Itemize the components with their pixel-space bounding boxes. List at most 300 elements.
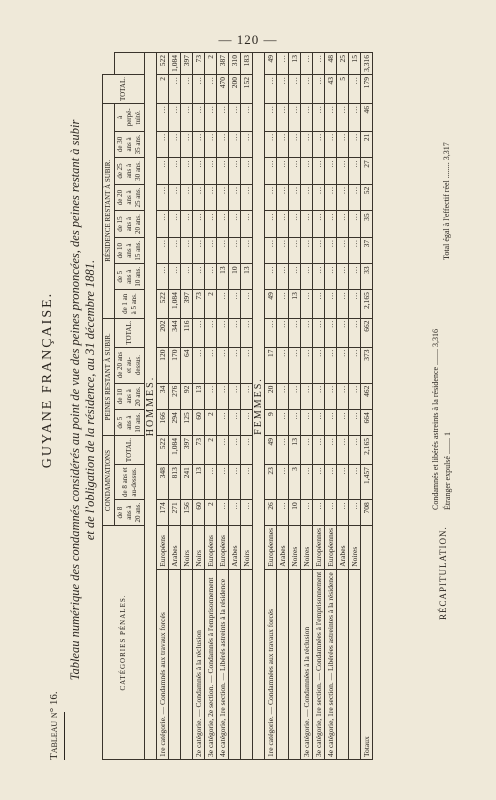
table-row (205, 53, 217, 760)
header-condamnations: CONDAMNATIONS (103, 436, 115, 526)
table-cell: … (169, 104, 181, 132)
table-cell: … (205, 237, 217, 264)
column-subheader: TOTAL. (115, 318, 145, 347)
table-cell: … (337, 465, 349, 500)
table-cell: … (205, 104, 217, 132)
table-cell: 34 (157, 383, 169, 410)
table-cell: … (289, 383, 301, 410)
table-cell: … (277, 211, 289, 238)
row-subcategory: Noires (301, 526, 313, 570)
table-cell: 348 (157, 465, 169, 500)
table-cell: … (301, 75, 313, 104)
totals-cell: 462 (361, 383, 373, 410)
table-cell: … (301, 290, 313, 318)
recap-item: Étranger expulsé ........ 1 (443, 432, 452, 510)
table-cell: … (337, 318, 349, 347)
table-cell: … (349, 410, 361, 436)
table-cell: … (301, 500, 313, 526)
table-cell: … (349, 75, 361, 104)
table-cell: … (241, 290, 253, 318)
table-cell: 174 (157, 500, 169, 526)
table-cell: 17 (265, 347, 277, 383)
row-subcategory: Noires (289, 526, 301, 570)
table-cell: … (229, 290, 241, 318)
table-cell: … (205, 211, 217, 238)
row-category (277, 569, 289, 759)
table-cell: 26 (265, 500, 277, 526)
table-cell: … (349, 237, 361, 264)
row-category (169, 569, 181, 759)
row-category: 4e catégorie, 1re section. — Libérés astreints à la résidence (217, 569, 229, 759)
table-cell: 170 (169, 347, 181, 383)
table-cell: … (289, 347, 301, 383)
table-cell: … (337, 211, 349, 238)
recap-label: RÉCAPITULATION. (438, 526, 448, 620)
table-cell: 202 (157, 318, 169, 347)
table-cell: … (241, 410, 253, 436)
table-cell: … (193, 318, 205, 347)
table-cell: … (157, 211, 169, 238)
table-cell: … (217, 211, 229, 238)
table-cell: … (313, 318, 325, 347)
table-cell: … (325, 104, 337, 132)
table-cell: … (325, 410, 337, 436)
subtitle-line-2: et de l'obligation de la résidence, au 31 décembre 1881. (83, 259, 97, 541)
table-cell: … (229, 465, 241, 500)
table-cell: 13 (193, 383, 205, 410)
table-cell: … (277, 290, 289, 318)
row-category: 4e catégorie, 1re section. — Libérées astreintes à la résidence (325, 569, 337, 759)
table-cell: … (193, 131, 205, 158)
table-cell: 156 (181, 500, 193, 526)
table-cell: … (265, 264, 277, 290)
table-cell: … (349, 318, 361, 347)
table-cell: … (349, 158, 361, 185)
table-cell: 2 (157, 75, 169, 104)
document-subtitle (68, 80, 98, 720)
table-cell: 49 (265, 436, 277, 465)
table-cell: … (229, 211, 241, 238)
table-cell: 387 (217, 53, 229, 75)
table-cell: … (205, 318, 217, 347)
table-cell: 13 (193, 465, 205, 500)
table-cell: … (349, 465, 361, 500)
table-row (301, 53, 313, 760)
table-cell: … (325, 347, 337, 383)
table-cell: … (217, 318, 229, 347)
tableau-label: Tableau n° 16. (48, 691, 60, 760)
table-cell: 125 (181, 410, 193, 436)
table-cell: … (301, 104, 313, 132)
table-cell: … (313, 158, 325, 185)
table-cell: … (313, 104, 325, 132)
totals-cell: 708 (361, 500, 373, 526)
table-cell: … (193, 237, 205, 264)
table-cell: … (157, 104, 169, 132)
table-cell: … (229, 131, 241, 158)
totals-cell: 52 (361, 184, 373, 211)
table-cell: … (217, 290, 229, 318)
table-cell: … (229, 318, 241, 347)
table-cell: … (217, 465, 229, 500)
table-cell: … (205, 184, 217, 211)
table-cell: 120 (157, 347, 169, 383)
table-cell: 13 (289, 290, 301, 318)
row-subcategory: Arabes (337, 526, 349, 570)
table-cell: … (337, 237, 349, 264)
table-cell: … (169, 158, 181, 185)
table-cell: … (277, 264, 289, 290)
table-cell: … (193, 104, 205, 132)
table-cell: 271 (169, 500, 181, 526)
header-peines-restant: PEINES RESTANT À SUBIR. (103, 318, 115, 436)
table-cell: … (265, 75, 277, 104)
table-cell: … (349, 211, 361, 238)
table-cell: … (205, 465, 217, 500)
table-cell: … (313, 184, 325, 211)
table-cell: … (193, 158, 205, 185)
row-subcategory: Noirs (241, 526, 253, 570)
table-cell: … (241, 465, 253, 500)
table-cell: … (313, 75, 325, 104)
row-category (229, 569, 241, 759)
table-cell: … (313, 347, 325, 383)
table-cell: … (181, 131, 193, 158)
table-cell: … (301, 383, 313, 410)
subtitle-line-1: Tableau numérique des condamnés considérés au point de vue des peines prononcées, des peines restant à subir (68, 119, 82, 681)
table-cell: 522 (157, 53, 169, 75)
rotated-sheet (40, 50, 470, 760)
table-cell: … (169, 211, 181, 238)
row-subcategory: Européens (157, 526, 169, 570)
table-cell: … (289, 75, 301, 104)
table-cell: … (193, 264, 205, 290)
table-cell: … (301, 264, 313, 290)
section-heading: FEMMES. (253, 53, 265, 760)
table-cell: 183 (241, 53, 253, 75)
totals-cell: 35 (361, 211, 373, 238)
table-cell: … (325, 264, 337, 290)
table-cell: … (325, 237, 337, 264)
table-cell: 13 (289, 436, 301, 465)
table-cell: 2 (205, 53, 217, 75)
table-cell: … (157, 131, 169, 158)
totals-cell: 179 (361, 75, 373, 104)
totals-cell: 33 (361, 264, 373, 290)
table-cell: 470 (217, 75, 229, 104)
table-cell: … (313, 410, 325, 436)
table-cell: 397 (181, 436, 193, 465)
row-subcategory: Noirs (181, 526, 193, 570)
table-cell: … (205, 383, 217, 410)
column-subheader: de 8 ans à 20 ans. (115, 500, 145, 526)
table-cell: … (337, 436, 349, 465)
table-cell: … (169, 75, 181, 104)
table-cell: … (289, 158, 301, 185)
table-cell: … (277, 237, 289, 264)
row-category (181, 569, 193, 759)
table-row (193, 53, 205, 760)
table-cell: … (337, 131, 349, 158)
table-cell: … (181, 264, 193, 290)
table-cell: … (313, 500, 325, 526)
table-cell: … (229, 500, 241, 526)
recap-item-label: Étranger expulsé (443, 456, 452, 510)
table-cell: 15 (349, 53, 361, 75)
table-cell: 2 (205, 290, 217, 318)
statistics-table (102, 52, 373, 760)
table-cell: 60 (193, 500, 205, 526)
table-cell: … (301, 436, 313, 465)
table-cell: … (241, 237, 253, 264)
table-row (217, 53, 229, 760)
column-subheader: de 20 ans à 25 ans. (115, 184, 145, 211)
column-subheader: de 1 an à 5 ans. (115, 290, 145, 318)
totals-label: Totaux (361, 526, 373, 760)
table-cell: 522 (157, 436, 169, 465)
table-cell: 48 (325, 53, 337, 75)
table-cell: … (277, 436, 289, 465)
table-cell: … (169, 184, 181, 211)
table-cell: 73 (193, 53, 205, 75)
table-cell: 1,084 (169, 290, 181, 318)
row-category: 3e catégorie. — Condamnées à la réclusion (301, 569, 313, 759)
totals-cell: 1,457 (361, 465, 373, 500)
row-category: 3e catégorie, 1re section. — Condamnées à l'emprisonnement (313, 569, 325, 759)
table-cell: … (193, 75, 205, 104)
table-cell: … (313, 383, 325, 410)
row-subcategory: Noirs (193, 526, 205, 570)
row-subcategory: Européens (205, 526, 217, 570)
table-cell: … (337, 158, 349, 185)
table-cell: … (241, 131, 253, 158)
table-cell: … (349, 264, 361, 290)
row-subcategory: Arabes (277, 526, 289, 570)
table-cell: … (241, 383, 253, 410)
table-cell: … (349, 290, 361, 318)
table-cell: … (229, 158, 241, 185)
table-cell: 276 (169, 383, 181, 410)
table-cell: … (181, 211, 193, 238)
table-cell: … (277, 131, 289, 158)
column-subheader: de 10 ans à 15 ans. (115, 237, 145, 264)
recap-total-label: Total égal à l'effectif réel (442, 180, 451, 260)
table-row (349, 53, 361, 760)
table-cell: … (301, 158, 313, 185)
table-cell: 10 (229, 264, 241, 290)
table-cell: … (217, 410, 229, 436)
table-cell: 92 (181, 383, 193, 410)
table-cell: 813 (169, 465, 181, 500)
table-cell: … (229, 383, 241, 410)
table-cell: … (217, 158, 229, 185)
table-cell: 73 (193, 290, 205, 318)
table-cell: … (217, 500, 229, 526)
totals-cell: 3,316 (361, 53, 373, 75)
table-cell: … (205, 75, 217, 104)
table-cell: … (349, 347, 361, 383)
table-cell: … (313, 290, 325, 318)
table-cell: 397 (181, 290, 193, 318)
table-cell: … (181, 158, 193, 185)
table-cell: … (265, 131, 277, 158)
table-cell: … (217, 237, 229, 264)
table-cell: … (265, 211, 277, 238)
table-cell: … (301, 347, 313, 383)
section-row (253, 53, 265, 760)
section-row (145, 53, 157, 760)
table-cell: … (325, 318, 337, 347)
totals-cell: 46 (361, 104, 373, 132)
table-cell: 116 (181, 318, 193, 347)
table-cell: … (193, 184, 205, 211)
column-subheader: de 30 ans à 35 ans. (115, 131, 145, 158)
row-subcategory: Arabes (169, 526, 181, 570)
table-cell: 9 (265, 410, 277, 436)
row-subcategory: Arabes (229, 526, 241, 570)
table-cell: … (277, 465, 289, 500)
row-subcategory: Européennes (313, 526, 325, 570)
table-cell: … (157, 264, 169, 290)
table-cell: … (325, 500, 337, 526)
column-subheader: de 15 ans à 20 ans. (115, 211, 145, 238)
table-cell: … (241, 500, 253, 526)
table-row (157, 53, 169, 760)
row-category: 2e catégorie. — Condamnés à la réclusion (193, 569, 205, 759)
table-cell: … (349, 131, 361, 158)
table-cell: … (205, 131, 217, 158)
table-cell: … (313, 131, 325, 158)
table-cell: 73 (193, 436, 205, 465)
table-cell: … (301, 211, 313, 238)
table-cell: … (337, 264, 349, 290)
table-cell: … (193, 211, 205, 238)
table-row (289, 53, 301, 760)
column-subheader: TOTAL. (115, 436, 145, 465)
table-cell: … (169, 237, 181, 264)
table-cell: 13 (241, 264, 253, 290)
table-cell: … (301, 184, 313, 211)
table-cell: 20 (265, 383, 277, 410)
table-cell: … (157, 237, 169, 264)
table-cell: … (289, 237, 301, 264)
table-cell: … (301, 237, 313, 264)
table-cell: … (217, 347, 229, 383)
table-cell: … (181, 75, 193, 104)
table-cell: … (289, 264, 301, 290)
header-total: TOTAL. (103, 75, 145, 104)
row-subcategory: Européennes (325, 526, 337, 570)
table-cell: 166 (157, 410, 169, 436)
table-cell: 43 (325, 75, 337, 104)
table-cell: … (325, 465, 337, 500)
table-cell: … (229, 237, 241, 264)
table-cell: 200 (229, 75, 241, 104)
table-cell: … (289, 131, 301, 158)
table-cell: … (313, 436, 325, 465)
table-cell: … (265, 104, 277, 132)
table-cell: … (217, 131, 229, 158)
table-cell: … (265, 184, 277, 211)
table-cell: … (349, 500, 361, 526)
table-cell: … (241, 104, 253, 132)
table-cell: 2 (205, 436, 217, 465)
table-cell: … (325, 436, 337, 465)
column-subheader: de 25 ans à 30 ans. (115, 158, 145, 185)
table-cell: … (325, 184, 337, 211)
column-subheader: à perpé-tuité. (115, 104, 145, 132)
column-subheader: de 5 ans à 10 ans. (115, 410, 145, 436)
table-cell: 1,084 (169, 53, 181, 75)
table-cell: … (229, 436, 241, 465)
table-cell: … (337, 184, 349, 211)
table-cell: … (289, 104, 301, 132)
table-cell: … (217, 436, 229, 465)
totals-cell: 37 (361, 237, 373, 264)
table-cell: 10 (289, 500, 301, 526)
row-category (337, 569, 349, 759)
totals-cell: 662 (361, 318, 373, 347)
table-cell: … (265, 237, 277, 264)
table-cell: … (241, 158, 253, 185)
table-cell: … (277, 53, 289, 75)
table-row (325, 53, 337, 760)
table-cell: … (313, 465, 325, 500)
table-cell: 49 (265, 53, 277, 75)
table-cell: … (301, 410, 313, 436)
header-categories: CATÉGORIES PÉNALES. (103, 526, 145, 760)
table-cell: 23 (265, 465, 277, 500)
table-row (229, 53, 241, 760)
table-cell: … (277, 318, 289, 347)
table-row (313, 53, 325, 760)
table-cell: 1,084 (169, 436, 181, 465)
table-cell: … (181, 184, 193, 211)
table-cell: … (181, 237, 193, 264)
table-cell: … (313, 264, 325, 290)
column-subheader: de 20 ans et au-dessus. (115, 347, 145, 383)
table-cell: … (337, 410, 349, 436)
table-cell: … (217, 104, 229, 132)
table-cell: … (349, 383, 361, 410)
table-cell: 5 (337, 75, 349, 104)
table-cell: 344 (169, 318, 181, 347)
totals-cell: 21 (361, 131, 373, 158)
totals-cell: 2,165 (361, 290, 373, 318)
table-cell: … (241, 184, 253, 211)
table-cell: … (289, 184, 301, 211)
table-cell: … (349, 436, 361, 465)
table-cell: … (229, 104, 241, 132)
table-cell: … (349, 104, 361, 132)
table-cell: … (277, 158, 289, 185)
recap-item: Condamnés et libérés astreints à la résidence ........ 3,316 (431, 328, 440, 510)
table-row (337, 53, 349, 760)
recap-items (430, 329, 454, 510)
header-residence: RÉSIDENCE RESTANT À SUBIR. (103, 104, 115, 319)
page-number: — 120 — (218, 32, 278, 47)
row-category: 1re catégorie. — Condamnés aux travaux forcés (157, 569, 169, 759)
recap-total-value: 3,317 (442, 142, 451, 161)
recap-item-label: Condamnés et libérés astreints à la résidence (431, 366, 440, 510)
table-cell: … (325, 211, 337, 238)
table-cell: … (313, 211, 325, 238)
table-cell: … (265, 318, 277, 347)
table-row (241, 53, 253, 760)
table-body (145, 53, 373, 760)
recap-item-value: 3,316 (431, 328, 440, 347)
table-cell: … (325, 290, 337, 318)
